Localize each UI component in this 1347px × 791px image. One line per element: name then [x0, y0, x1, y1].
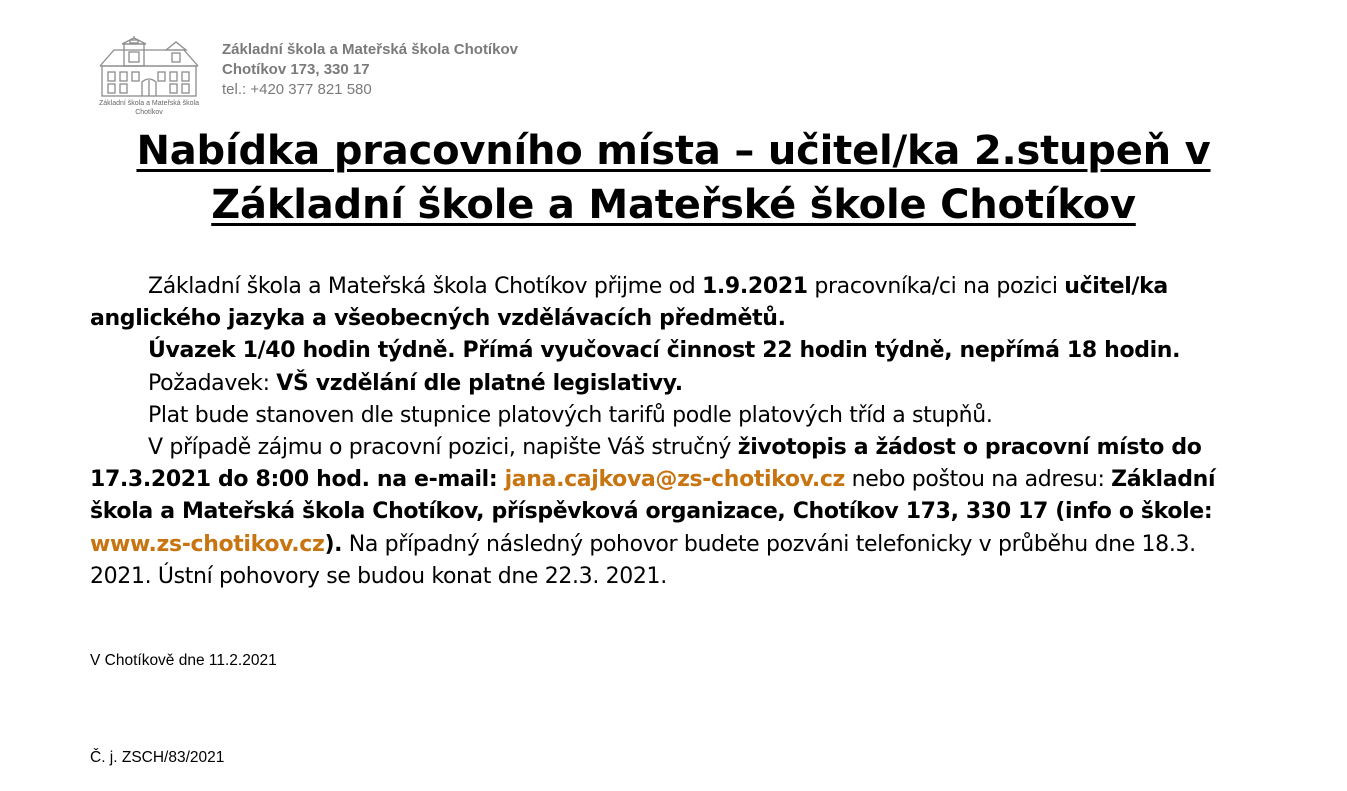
email-link[interactable]: jana.cajkova@zs-chotikov.cz: [504, 467, 845, 493]
page-title: [60, 124, 1287, 232]
paragraph-salary: Plat bude stanoven dle stupnice platových tarifů podle platových tříd a stupňů.: [148, 402, 993, 428]
website-link[interactable]: www.zs-chotikov.cz: [90, 531, 325, 557]
reference-number: Č. j. ZSCH/83/2021: [90, 749, 225, 766]
paragraph-application: V případě zájmu o pracovní pozici, napište Váš stručný životopis a žádost o pracovní místo do 17.3.2021 do 8:00 hod. na e-mail: jana.cajkova@zs-chotikov.cz nebo poštou na adresu: Základní škola a Mateřská škola Chotíkov, příspěvková organizace, Chotíkov 173, 330 17 (info o škole: www.zs-chotikov.cz). Na případný následný pohovor budete pozváni telefonicky v průběhu dne 18.3. 2021. Ústní pohovory se budou konat dne 22.3. 2021.: [90, 435, 1216, 589]
school-name: Základní škola a Mateřská škola Chotíkov: [222, 41, 518, 58]
job-offer-body: [90, 271, 1260, 593]
application-documents: životopis a žádost o pracovní místo do 17.3.2021 do 8:00 hod. na e-mail:: [90, 435, 1202, 493]
school-address: Chotíkov 173, 330 17: [222, 61, 370, 78]
logo-caption: Základní škola a Mateřská škola Chotíkov: [99, 100, 199, 116]
paragraph-workload: Úvazek 1/40 hodin týdně. Přímá vyučovací činnost 22 hodin týdně, nepřímá 18 hodin.: [148, 338, 1181, 364]
title-line-1: Nabídka pracovního místa – učitel/ka 2.stupeň v: [136, 128, 1211, 174]
requirement-value: VŠ vzdělání dle platné legislativy.: [276, 370, 683, 396]
postal-address: Základní škola a Mateřská škola Chotíkov, příspěvková organizace, Chotíkov 173, 330 17 (info o škole:: [90, 467, 1216, 525]
school-phone: tel.: +420 377 821 580: [222, 81, 372, 98]
school-contact-block: [222, 40, 518, 100]
school-building-icon: [96, 36, 202, 120]
place-and-date: V Chotíkově dne 11.2.2021: [90, 652, 277, 669]
paragraph-requirement: Požadavek: VŠ vzdělání dle platné legislativy.: [148, 370, 683, 396]
position-title: učitel/ka anglického jazyka a všeobecných vzdělávacích předmětů.: [90, 274, 1168, 332]
title-line-2: Základní škole a Mateřské škole Chotíkov: [211, 182, 1136, 228]
letterhead: [96, 36, 616, 120]
paragraph-position: Základní škola a Mateřská škola Chotíkov přijme od 1.9.2021 pracovníka/ci na pozici učitel/ka anglického jazyka a všeobecných vzdělávacích předmětů.: [90, 274, 1168, 332]
start-date: 1.9.2021: [701, 274, 808, 299]
